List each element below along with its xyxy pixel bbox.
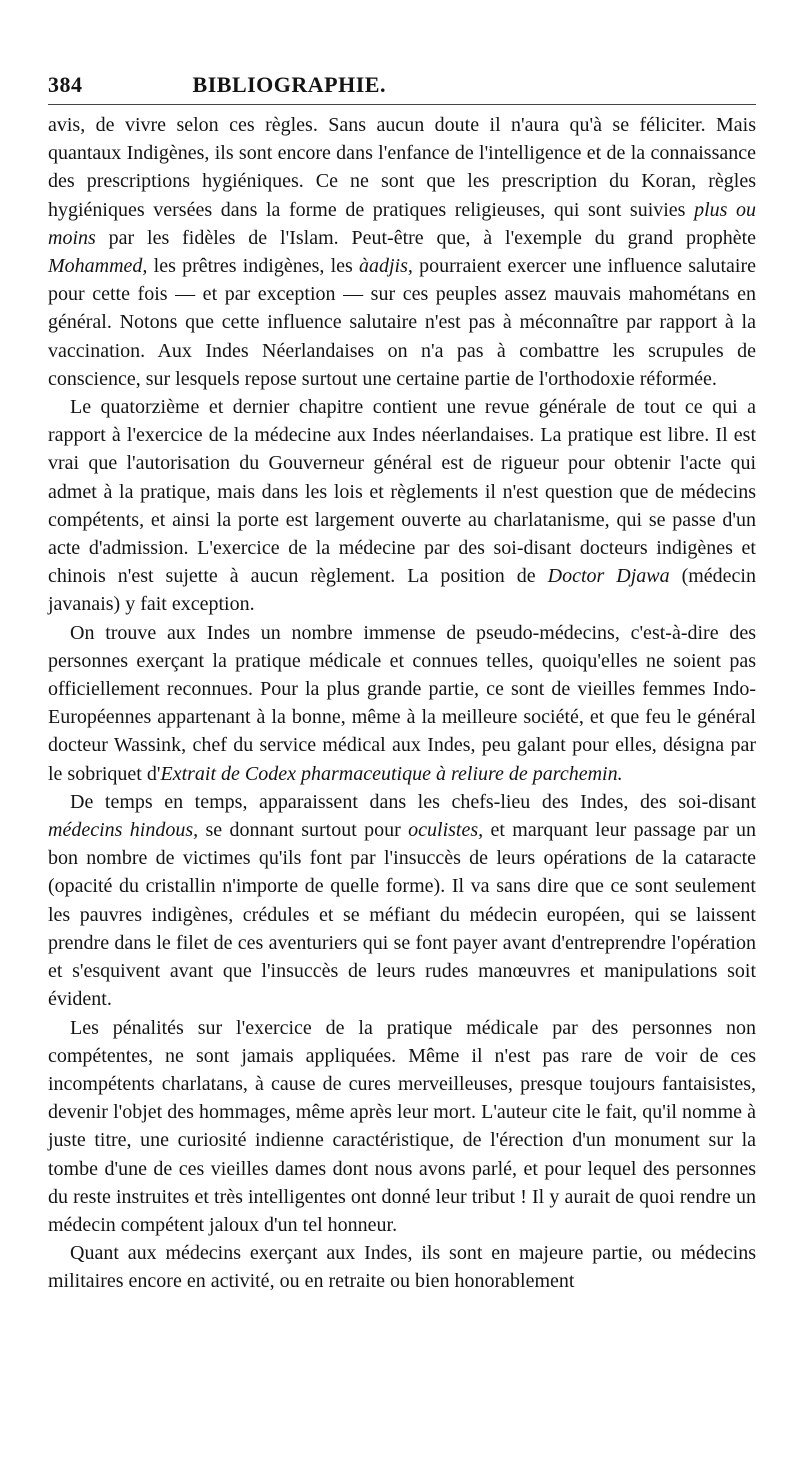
page-number: 384	[48, 72, 83, 97]
running-title: BIBLIOGRAPHIE.	[192, 72, 386, 97]
body-text	[48, 111, 756, 1296]
paragraph-1	[48, 111, 756, 393]
italic-text: Extrait de Codex pharmaceutique à reliure de parchemin.	[160, 762, 623, 785]
paragraph-4	[48, 788, 756, 1014]
text-run: les prêtres indigènes, les	[147, 255, 359, 278]
paragraph-5	[48, 1014, 756, 1240]
text-run: et marquant leur passage par un bon nombre de victimes qu'ils font par l'insuccès de leurs opérations de la cataracte (opacité du cristallin n'importe de quelle forme). Il va sans dire que ce sont seulement les pauvres indigènes, crédules et se méfiant du médecin européen, qui se laissent prendre dans le filet de ces aventuriers qui se font payer avant d'entreprendre l'opération et s'esquivent avant que l'insuccès de leurs rudes manœuvres et manipulations soit évident.	[48, 819, 756, 1011]
paragraph-6	[48, 1239, 756, 1295]
italic-text: àadjis,	[359, 255, 413, 278]
text-run: se donnant surtout pour	[198, 819, 409, 842]
text-run: par les fidèles de l'Islam. Peut-être que, à l'exemple du grand prophète	[95, 226, 756, 249]
running-head	[48, 72, 756, 105]
text-run: De temps en temps, apparaissent dans les chefs-lieu des Indes, des soi-disant	[70, 790, 756, 813]
text-run: On trouve aux Indes un nombre immense de pseudo-médecins, c'est-à-dire des personnes exerçant la pratique médicale et connues telles, quoiqu'elles ne soient pas officiellement reconnues. Pour la plus grande partie, ce sont de vieilles femmes Indo-Européennes appartenant à la bonne, même à la meilleure société, et que feu le général docteur Wassink, chef du service médical aux Indes, peu galant pour elles, désigna par le sobriquet d'	[48, 621, 756, 785]
italic-text: Doctor Djawa	[547, 565, 670, 588]
italic-text: médecins hindous,	[48, 819, 199, 842]
text-run: avis, de vivre selon ces règles. Sans aucun doute il n'aura qu'à se féliciter. Mais quantaux Indigènes, ils sont encore dans l'enfance de l'intelligence et de la connaissance des prescriptions hygiéniques. Ce ne sont que les prescription du Koran, règles hygiéniques versées dans la forme de pratiques religieuses, qui sont suivies	[48, 114, 756, 221]
paragraph-2	[48, 393, 756, 619]
text-run: Les pénalités sur l'exercice de la pratique médicale par des personnes non compétentes, ne sont jamais appliquées. Même il n'est pas rare de voir de ces incompétents charlatans, à cause de cures merveilleuses, presque toujours fantaisistes, devenir l'objet des hommages, même après leur mort. L'auteur cite le fait, qu'il nomme à juste titre, une curiosité indienne caractéristique, de l'érection d'un monument sur la tombe d'une de ces vieilles dames dont nous avons parlé, et pour lequel des personnes du reste instruites et très intelligentes ont donné leur tribut ! Il y aurait de quoi rendre un médecin compétent jaloux d'un tel honneur.	[48, 1016, 756, 1236]
italic-text: plus ou moins	[48, 198, 756, 249]
text-run: (médecin javanais) y fait exception.	[48, 565, 756, 616]
text-run: pourraient exercer une influence salutaire pour cette fois — et par exception — sur ces peuples assez mauvais mahométans en général. Notons que cette influence salutaire n'est pas à méconnaître par rapport à la vaccination. Aux Indes Néerlandaises on n'a pas à combattre les scrupules de conscience, sur lesquels repose surtout une certaine partie de l'orthodoxie réformée.	[48, 255, 757, 390]
italic-text: oculistes,	[408, 819, 484, 842]
paragraph-3	[48, 619, 756, 788]
italic-text: Mohammed,	[48, 255, 148, 278]
text-run: Le quatorzième et dernier chapitre contient une revue générale de tout ce qui a rapport à l'exercice de la médecine aux Indes néerlandaises. La pratique est libre. Il est vrai que l'autorisation du Gouverneur général est de rigueur pour obtenir l'acte qui admet à la pratique, mais dans les lois et règlements il n'est question que de médecins compétents, et ainsi la porte est largement ouverte au charlatanisme, qui se passe d'un acte d'admission. L'exercice de la médecine par des soi-disant docteurs indigènes et chinois n'est sujette à aucun règlement. La position de	[48, 396, 756, 588]
text-run: Quant aux médecins exerçant aux Indes, ils sont en majeure partie, ou médecins militaires encore en activité, ou en retraite ou bien honorablement	[48, 1242, 756, 1293]
